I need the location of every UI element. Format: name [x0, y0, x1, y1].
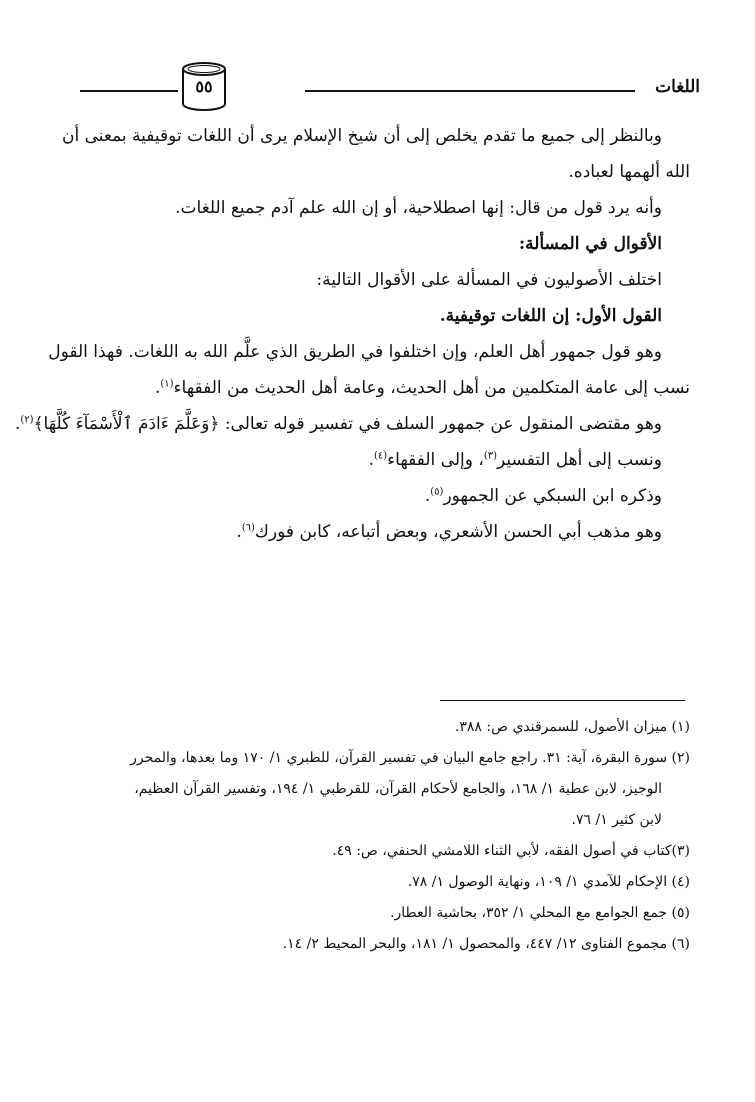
page-number-badge: [180, 60, 228, 114]
paragraph-4-text: نسب إلى عامة المتكلمين من أهل الحديث، وعامة أهل الحديث من الفقهاء: [173, 378, 690, 398]
paragraph-7-text: وذكره ابن السبكي عن الجمهور: [443, 486, 662, 506]
paragraph-2: وأنه يرد قول من قال: إنها اصطلاحية، أو إن الله علم آدم جميع اللغات.: [175, 198, 662, 218]
footnote-separator: [440, 700, 685, 701]
footnote-ref-2[interactable]: (٢): [20, 414, 34, 426]
footnote-ref-6[interactable]: (٦): [241, 522, 255, 534]
paragraph-6: [65, 442, 690, 478]
paragraph-4-line-1: وهو قول جمهور أهل العلم، وإن اختلفوا في الطريق الذي علَّم الله به اللغات. فهذا القول: [48, 342, 662, 362]
end-mark: .: [14, 414, 21, 434]
page-header: [75, 60, 700, 120]
paragraph-7: [65, 478, 690, 514]
footnote-2-line-2: الوجيز، لابن عطية ١/ ١٦٨، والجامع لأحكام القرآن، للقرطبي ١/ ١٩٤، وتفسير القرآن العظيم،: [134, 781, 662, 797]
footnote-ref-4[interactable]: (٤): [373, 450, 388, 462]
footnote-ref-5[interactable]: (٥): [430, 486, 444, 498]
section-heading-opinions: الأقوال في المسألة:: [518, 234, 662, 254]
running-title: اللغات: [655, 77, 700, 97]
footnote-6: (٦) مجموع الفتاوى ١٢/ ٤٤٧، والمحصول ١/ ١٨١، والبحر المحيط ٢/ ١٤.: [282, 936, 690, 952]
footnote-1: (١) ميزان الأصول، للسمرقندي ص: ٣٨٨.: [454, 719, 690, 735]
header-rule-right: [305, 90, 635, 92]
end-mark: .: [154, 378, 161, 398]
footnote-3: (٣)كتاب في أصول الفقه، لأبي الثناء اللامشي الحنفي، ص: ٤٩.: [332, 843, 690, 859]
header-rule-left: [80, 90, 178, 92]
paragraph-3: اختلف الأصوليون في المسألة على الأقوال التالية:: [316, 270, 662, 290]
footnote-2-line-3: لابن كثير ١/ ٧٦.: [571, 812, 662, 828]
end-mark: .: [368, 450, 374, 470]
paragraph-8-text: وهو مذهب أبي الحسن الأشعري، وبعض أتباعه، كابن فورك: [254, 522, 662, 542]
paragraph-5: [14, 406, 690, 442]
end-mark: .: [424, 486, 431, 506]
paragraph-8: [65, 514, 690, 550]
footnote-2-line-1: (٢) سورة البقرة، آية: ٣١. راجع جامع البيان في تفسير القرآن، للطبري ١/ ١٧٠ وما بعدها، والمحرر: [130, 750, 690, 766]
page-number: ٥٥: [195, 77, 213, 96]
section-heading-first-opinion: القول الأول: إن اللغات توقيفية.: [439, 306, 662, 326]
footnote-ref-1[interactable]: (١): [160, 378, 174, 390]
footnote-4: (٤) الإحكام للآمدي ١/ ١٠٩، ونهاية الوصول ١/ ٧٨.: [407, 874, 690, 890]
paragraph-6-text-a: ونسب إلى أهل التفسير: [497, 450, 662, 470]
main-text: [14, 118, 690, 550]
paragraph-4-line-2: [65, 370, 690, 406]
paragraph-6-text-b: ، وإلى الفقهاء: [387, 450, 484, 470]
paragraph-1-line-1: وبالنظر إلى جميع ما تقدم يخلص إلى أن شيخ الإسلام يرى أن اللغات توقيفية بمعنى أن: [61, 126, 662, 146]
footnotes: [65, 712, 690, 960]
footnote-5: (٥) جمع الجوامع مع المحلي ١/ ٣٥٢، بحاشية العطار.: [390, 905, 690, 921]
end-mark: .: [236, 522, 242, 542]
paragraph-1-line-2: الله ألهمها لعباده.: [568, 162, 690, 182]
paragraph-5-text: وهو مقتضى المنقول عن جمهور السلف في تفسير قوله تعالى: ﴿وَعَلَّمَ ءَادَمَ ٱلْأَسْمَآءَ كُلَّهَا﴾: [33, 414, 662, 434]
footnote-ref-3[interactable]: (٣): [483, 450, 498, 462]
